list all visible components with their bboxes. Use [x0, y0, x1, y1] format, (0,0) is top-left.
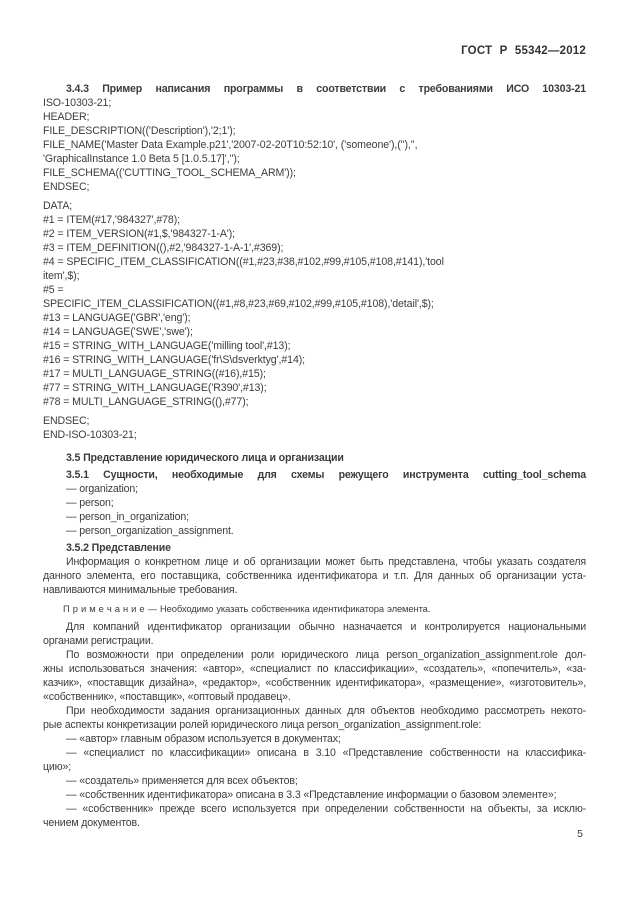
- paragraph-line: данного элемента, его поставщика, собственника идентификатора и т.п. Для данных об организации уста-: [43, 570, 586, 582]
- code-line: #13 = LANGUAGE('GBR','eng');: [43, 312, 191, 324]
- code-line: SPECIFIC_ITEM_CLASSIFICATION((#1,#8,#23,#69,#102,#99,#105,#108),'detail',$);: [43, 298, 434, 310]
- code-line: END-ISO-10303-21;: [43, 429, 137, 441]
- code-line: HEADER;: [43, 111, 90, 123]
- paragraph: [43, 732, 586, 746]
- paragraph-line: цию»;: [43, 761, 72, 773]
- paragraph-line: рые аспекты конкретизации ролей юридического лица person_organization_assignment.role:: [43, 719, 482, 731]
- standard-code-header: ГОСТ Р 55342—2012: [461, 45, 586, 57]
- code-line: ENDSEC;: [43, 181, 90, 193]
- paragraph-line: казчик», «поставщик дизайна», «редактор», «собственник идентификатора», «размещение», «изготовитель»,: [43, 677, 586, 689]
- paragraph-line: — person_organization_assignment.: [66, 525, 234, 537]
- section-heading: 3.4.3 Пример написания программы в соответствии с требованиями ИСО 10303-21: [66, 83, 586, 95]
- paragraph-line: — «собственник идентификатора» описана в 3.3 «Представление информации о базовом элементе»;: [66, 789, 557, 801]
- paragraph-line: Для компаний идентификатор организации обычно назначается и контролируется национальными: [66, 621, 586, 633]
- code-line: #1 = ITEM(#17,'984327',#78);: [43, 214, 180, 226]
- code-line: #15 = STRING_WITH_LANGUAGE('milling tool',#13);: [43, 340, 291, 352]
- paragraph-line: чением документов.: [43, 817, 140, 829]
- paragraph: [43, 774, 586, 788]
- paragraph-line: органами регистрации.: [43, 635, 154, 647]
- code-line: #78 = MULTI_LANGUAGE_STRING((),#77);: [43, 396, 249, 408]
- code-line: #5 =: [43, 284, 64, 296]
- code-line: #14 = LANGUAGE('SWE','swe');: [43, 326, 193, 338]
- note: П р и м е ч а н и е — Необходимо указать собственника идентификатора элемента.: [63, 603, 431, 614]
- code-line: #77 = STRING_WITH_LANGUAGE('R390',#13);: [43, 382, 267, 394]
- code-line: ENDSEC;: [43, 415, 90, 427]
- code-line: #2 = ITEM_VERSION(#1,$,'984327-1-A');: [43, 228, 236, 240]
- paragraph-line: навливаются минимальные требования.: [43, 584, 238, 596]
- code-line: ISO-10303-21;: [43, 97, 112, 109]
- code-line: FILE_DESCRIPTION(('Description'),'2;1');: [43, 125, 236, 137]
- section-heading: 3.5.1 Сущности, необходимые для схемы режущего инструмента cutting_tool_schema: [66, 469, 586, 481]
- section-heading: 3.5 Представление юридического лица и организации: [66, 452, 344, 464]
- code-line: #4 = SPECIFIC_ITEM_CLASSIFICATION((#1,#23,#38,#102,#99,#105,#108,#141),'tool: [43, 256, 444, 268]
- paragraph-line: — «собственник» прежде всего используется при определении собственности на объекты, за исклю-: [66, 803, 586, 815]
- code-block: [43, 199, 586, 409]
- code-line: item',$);: [43, 270, 80, 282]
- code-line: FILE_NAME('Master Data Example.p21','2007-02-20T10:52:10', ('someone'),(''),'',: [43, 139, 418, 151]
- code-line: DATA;: [43, 200, 73, 212]
- paragraph: [43, 524, 586, 538]
- paragraph-line: Информация о конкретном лице и об организации может быть представлена, чтобы указать создателя: [66, 556, 586, 568]
- document-body: [43, 82, 586, 830]
- paragraph: [43, 555, 586, 597]
- code-block: [43, 414, 586, 442]
- paragraph: [43, 496, 586, 510]
- paragraph: [43, 746, 586, 774]
- code-line: #3 = ITEM_DEFINITION((),#2,'984327-1-A-1',#369);: [43, 242, 284, 254]
- paragraph-line: «собственник», «поставщик», «оптовый продавец».: [43, 691, 291, 703]
- section-heading: 3.5.2 Представление: [66, 542, 171, 554]
- paragraph: [43, 648, 586, 704]
- paragraph: [43, 802, 586, 830]
- paragraph: [43, 510, 586, 524]
- code-line: FILE_SCHEMA(('CUTTING_TOOL_SCHEMA_ARM'));: [43, 167, 296, 179]
- code-line: 'GraphicalInstance 1.0 Beta 5 [1.0.5.17]','');: [43, 153, 240, 165]
- paragraph-line: — «автор» главным образом используется в документах;: [66, 733, 341, 745]
- paragraph: [43, 482, 586, 496]
- code-line: #17 = MULTI_LANGUAGE_STRING((#16),#15);: [43, 368, 266, 380]
- paragraph: [43, 620, 586, 648]
- paragraph-line: По возможности при определении роли юридического лица person_organization_assignment.role дол-: [66, 649, 586, 661]
- page-number: 5: [577, 828, 583, 840]
- paragraph: [43, 788, 586, 802]
- paragraph-line: — person_in_organization;: [66, 511, 189, 523]
- code-block: [43, 96, 586, 194]
- paragraph: [43, 704, 586, 732]
- code-line: #16 = STRING_WITH_LANGUAGE('fr\S\dsverktyg',#14);: [43, 354, 306, 366]
- paragraph-line: При необходимости задания организационных данных для объектов необходимо рассмотреть некото-: [66, 705, 586, 717]
- document-content: [43, 45, 586, 830]
- paragraph-line: — «создатель» применяется для всех объектов;: [66, 775, 298, 787]
- paragraph-line: — organization;: [66, 483, 138, 495]
- paragraph-line: — «специалист по классификации» описана в 3.10 «Представление собственности на классифика-: [66, 747, 586, 759]
- paragraph-line: жны использоваться значения: «автор», «специалист по классификации», «создатель», «попечитель», «за-: [43, 663, 586, 675]
- paragraph-line: — person;: [66, 497, 114, 509]
